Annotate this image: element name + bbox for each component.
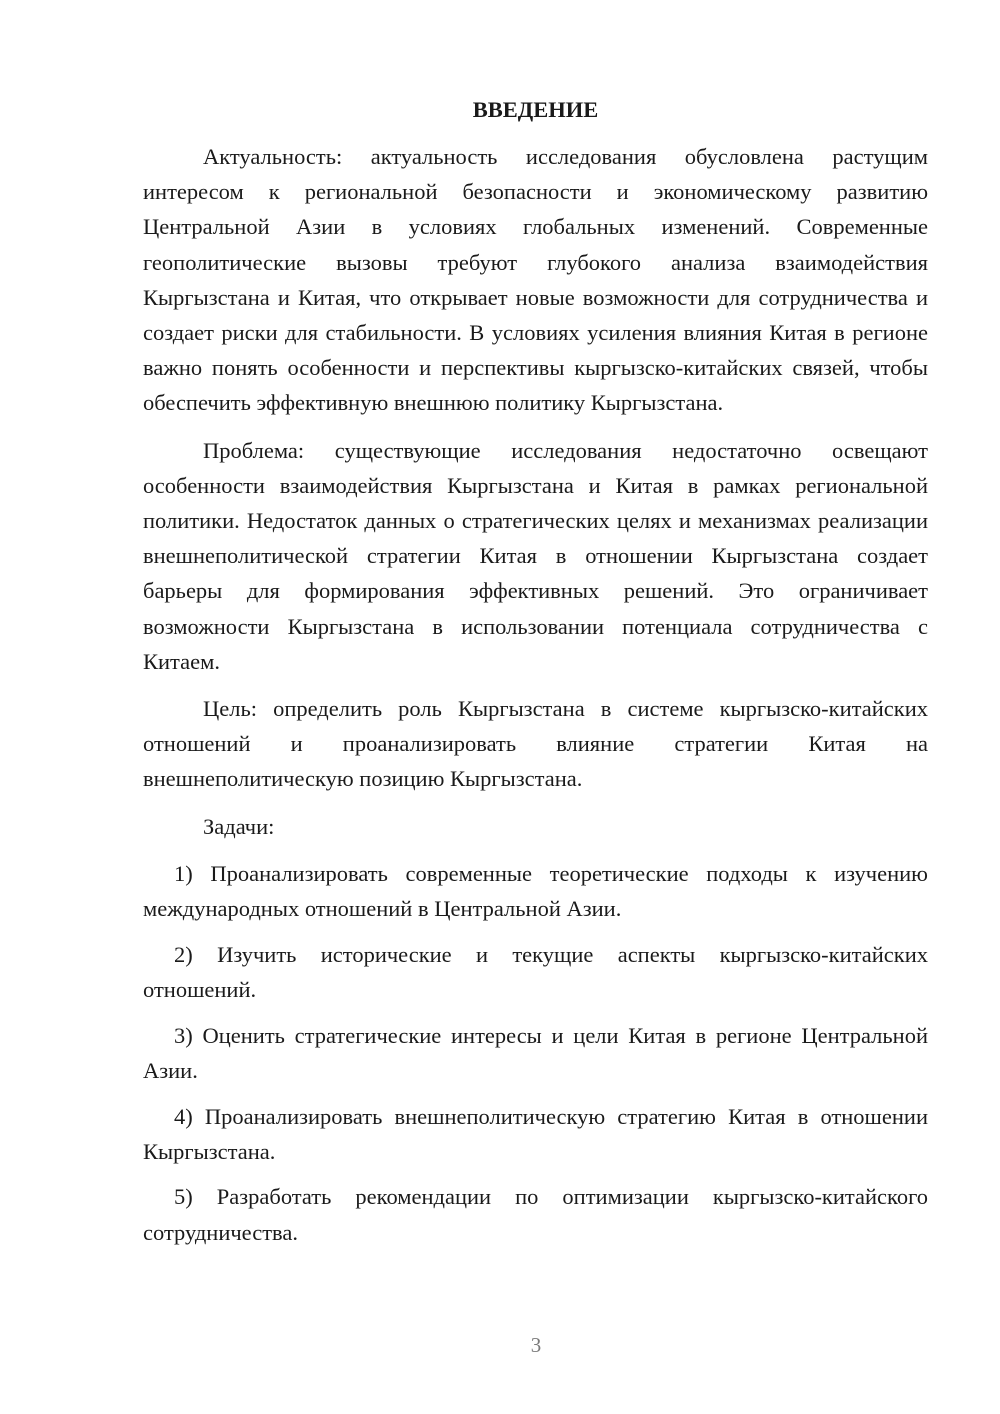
goal-paragraph: Цель: определить роль Кыргызстана в системе кыргызско-китайских отношений и проанализировать влияние стратегии Китая на внешнеполитическую позицию Кыргызстана. [143,696,928,792]
tasks-heading: Задачи: [203,813,275,839]
task-item-2: 2) Изучить исторические и текущие аспекты кыргызско-китайских отношений. [143,941,928,1002]
page-title: ВВЕДЕНИЕ [472,97,599,122]
relevance-paragraph: Актуальность: актуальность исследования обусловлена растущим интересом к региональной безопасности и экономическому развитию Центральной Азии в условиях глобальных изменений. Современные геополитические вызовы требуют глубокого анализа взаимодействия Кыргызстана и Китая, что открывает новые возможности для сотрудничества и создает риски для стабильности. В условиях усиления влияния Китая в регионе важно понять особенности и перспективы кыргызско-китайских связей, чтобы обеспечить эффективную внешнюю политику Кыргызстана. [143,144,928,416]
task-item-3: 3) Оценить стратегические интересы и цели Китая в регионе Центральной Азии. [143,1022,928,1083]
task-item-1: 1) Проанализировать современные теоретические подходы к изучению международных отношений в Центральной Азии. [143,860,928,922]
problem-paragraph: Проблема: существующие исследования недостаточно освещают особенности взаимодействия Кыргызстана и Китая в рамках региональной политики. Недостаток данных о стратегических целях и механизмах реализации внешнеполитической стратегии Китая в отношении Кыргызстана создает барьеры для формирования эффективных решений. Это ограничивает возможности Кыргызстана в использовании потенциала сотрудничества с Китаем. [143,437,928,674]
page-content [143,92,928,1260]
task-item-4: 4) Проанализировать внешнеполитическую стратегию Китая в отношении Кыргызстана. [143,1103,928,1164]
task-item-5: 5) Разработать рекомендации по оптимизации кыргызско-китайского сотрудничества. [143,1184,928,1245]
page-number: 3 [530,1333,542,1357]
